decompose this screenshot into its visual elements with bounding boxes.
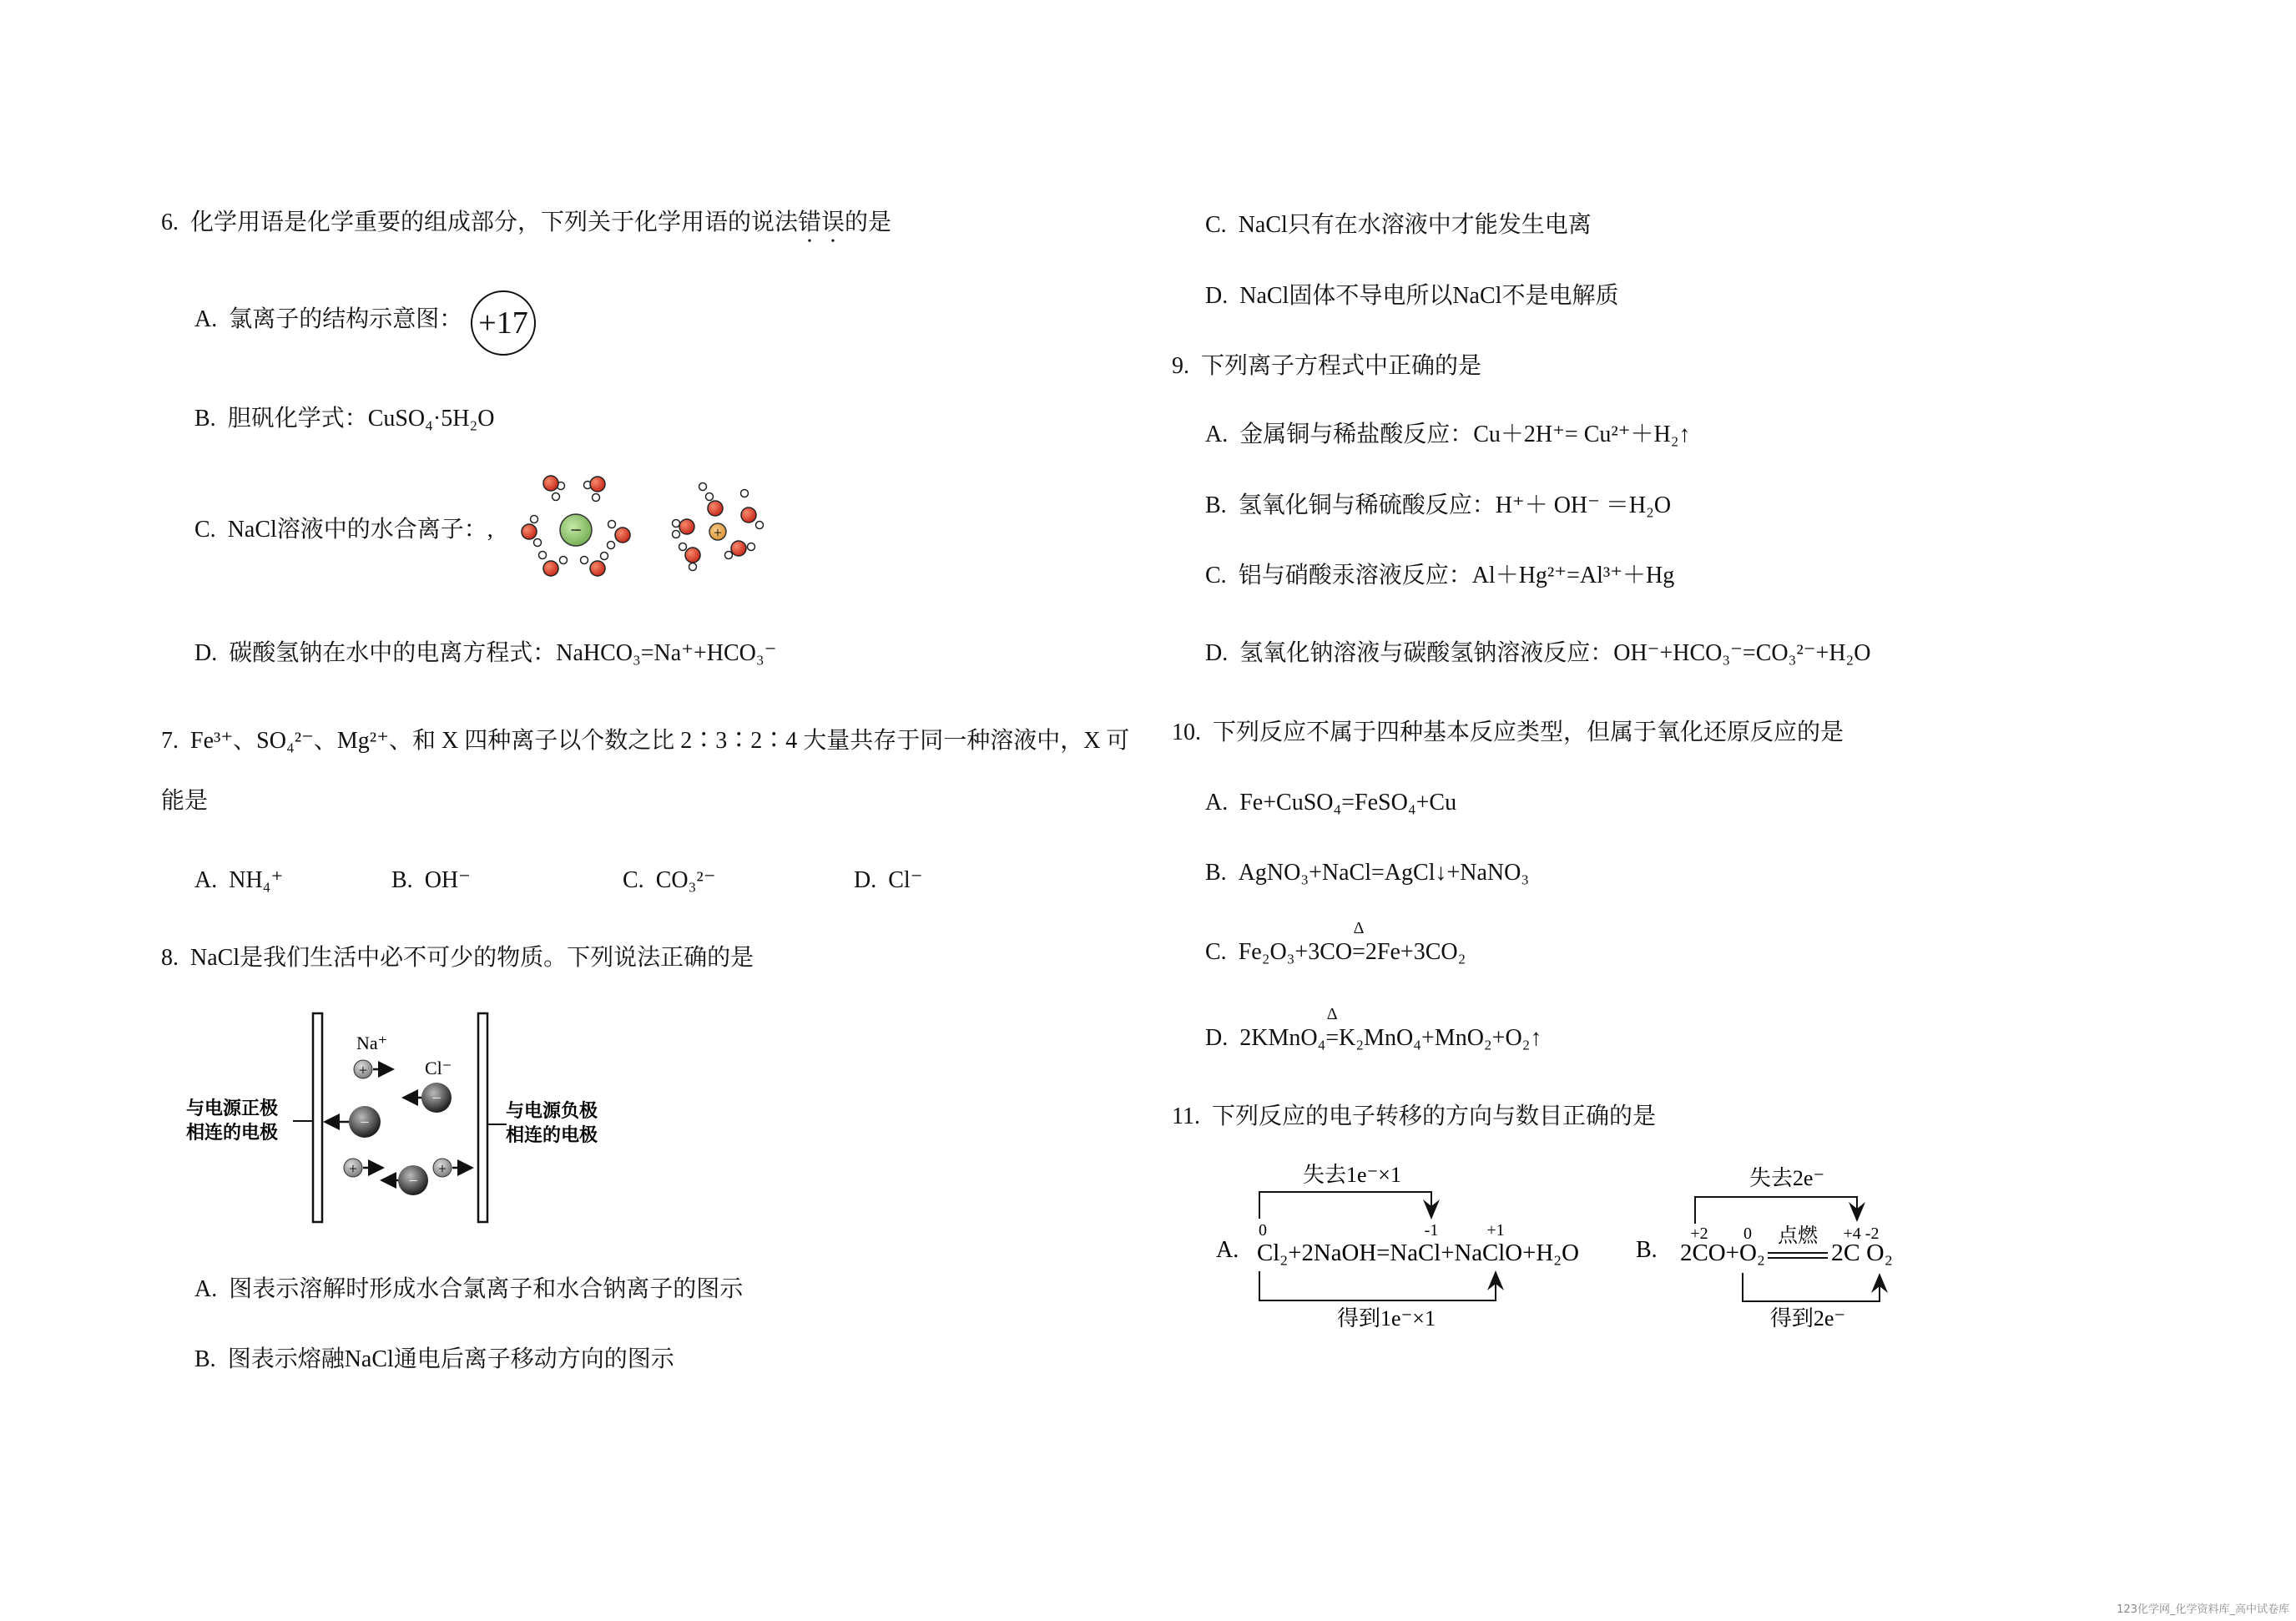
option-label: D. [1205,1025,1229,1051]
option-label: D. [194,640,218,666]
option-text: NaCl只有在水溶液中才能发生电离 [1238,212,1592,238]
option-label: A. [194,306,218,332]
option-label: B. [1205,860,1227,886]
lost-electrons-label: 失去1e⁻×1 [1303,1163,1401,1187]
stem-text: 下列反应的电子转移的方向与数目正确的是 [1211,1103,1656,1129]
option-text: Cl⁻ [888,867,923,893]
watermark-footer: 123化学网_化学资料库_高中试卷库 [2117,1603,2289,1616]
option-label: A. [1205,422,1229,447]
option-text: CO₃²⁻ [655,867,716,893]
minus-sign: − [360,1113,370,1132]
products: 2Fe+3CO₂ [1365,939,1466,965]
option-label: B. [391,867,413,893]
lost-electrons-label: 失去2e⁻ [1748,1166,1825,1190]
option-text: Fe+CuSO₄=FeSO₄+Cu [1239,790,1457,816]
oxidation-state: +1 [1486,1221,1505,1240]
question-number: 9. [1172,353,1189,379]
option-text: OH⁻ [424,867,471,893]
equals-sign: = [1325,1025,1340,1051]
reactants: 2KMnO₄ [1239,1025,1326,1051]
q9-option-d[interactable] [1205,639,1871,668]
products: 2C O₂ [1831,1240,1893,1266]
q7-option-b[interactable] [391,866,471,895]
electron-transfer-diagrams [1168,1144,1920,1344]
ions [344,1060,452,1195]
question-6-stem [161,209,891,248]
question-number: 11. [1172,1103,1200,1129]
equals-sign: = [1352,939,1365,965]
plus-sign: + [348,1160,358,1177]
products: K₂MnO₄+MnO₂+O₂↑ [1339,1025,1542,1051]
option-label: D. [1205,640,1229,666]
stem-text: 下列离子方程式中正确的是 [1201,353,1482,379]
q10-option-b[interactable] [1205,859,1529,887]
nucleus-charge: +17 [478,306,528,341]
gained-electrons-label: 得到2e⁻ [1769,1306,1846,1331]
stem-text: Fe³⁺、SO₄²⁻、Mg²⁺、和 X 四种离子以个数之比 2∶3∶2∶4 大量共存于同一种溶液中，X 可 [190,728,1130,754]
question-7-stem-cont: 能是 [161,788,209,814]
q8-option-a[interactable] [194,1275,743,1304]
option-label: A. [1205,790,1229,816]
q7-option-d[interactable] [854,866,922,895]
heat-condition: Δ [1326,1005,1338,1023]
stem-text: NaCl是我们生活中必不可少的物质。下列说法正确的是 [190,945,754,971]
q6-option-b[interactable] [194,405,494,433]
heating-equals [1352,919,1365,967]
question-number: 7. [161,728,179,754]
option-label: D. [854,867,877,893]
option-text: 氯离子的结构示意图： [229,306,463,332]
option-label: B. [194,1346,216,1372]
heat-condition: Δ [1353,919,1365,937]
equation: Cl₂+2NaOH=NaCl+NaClO+H₂O [1257,1240,1579,1266]
question-10-stem [1172,719,1844,747]
minus-sign: − [431,1089,442,1108]
heating-equals [1325,1005,1340,1053]
option-text: 铝与硝酸汞溶液反应：Al＋Hg²⁺=Al³⁺＋Hg [1238,563,1675,588]
reactants: 2CO+O₂ [1680,1240,1765,1266]
cathode-label: 与电源负极 [506,1101,598,1122]
q7-option-c[interactable] [623,866,716,895]
question-number: 6. [161,210,179,235]
emphasized-text: 错误 [798,210,845,235]
reactants: Fe₂O₃+3CO [1238,939,1353,965]
q10-option-d[interactable] [1205,1005,1542,1053]
chloride-label: Cl⁻ [425,1058,452,1078]
hydrated-ions-figure [517,472,785,588]
anode-label: 与电源正极 [186,1098,279,1119]
option-label: C. [1205,212,1227,238]
option-label: B. [1205,492,1227,518]
plus-sign: + [358,1062,368,1078]
anion-sign: − [570,520,582,542]
reaction-condition: 点燃 [1778,1225,1818,1247]
q6-option-a[interactable] [194,306,462,334]
option-label: C. [194,517,216,543]
question-number: 8. [161,945,179,971]
option-label: D. [1205,283,1229,309]
q10-option-a[interactable] [1205,789,1456,817]
gained-electrons-label: 得到1e⁻×1 [1337,1306,1436,1331]
q7-option-a[interactable] [194,866,283,895]
stem-text: 下列反应不属于四种基本反应类型，但属于氧化还原反应的是 [1213,720,1844,745]
q8-option-b[interactable] [194,1346,674,1374]
option-label: B. [194,406,216,432]
q9-option-c[interactable] [1205,562,1674,590]
option-text: 氢氧化铜与稀硫酸反应：H⁺＋ OH⁻ ＝H₂O [1238,492,1672,518]
question-11-stem [1172,1103,1656,1131]
cation-sign: + [713,524,723,541]
q6-option-c[interactable] [194,516,493,544]
option-text: NaCl固体不导电所以NaCl不是电解质 [1239,283,1619,309]
q10-option-c[interactable] [1205,919,1466,967]
question-number: 10. [1172,720,1201,745]
q9-option-a[interactable] [1205,421,1691,449]
option-text: NH₄⁺ [229,867,284,893]
electrolysis-figure [175,1002,626,1235]
option-label: B. [1636,1237,1658,1263]
q6-option-d[interactable] [194,639,776,668]
option-text: 图表示溶解时形成水合氯离子和水合钠离子的图示 [229,1276,744,1302]
cathode-plate [478,1013,487,1222]
oxidation-state: -1 [1424,1221,1439,1240]
option-label: A. [194,1276,218,1302]
question-7-stem [161,727,1129,755]
question-8-stem [161,944,754,972]
option-label: A. [1216,1237,1239,1263]
anode-label: 相连的电极 [186,1123,279,1144]
plus-sign: + [437,1160,447,1177]
option-label: A. [194,867,218,893]
sodium-label: Na⁺ [356,1033,388,1053]
option-text: AgNO₃+NaCl=AgCl↓+NaNO₃ [1238,860,1530,886]
q8-option-c[interactable] [1205,211,1592,240]
option-label: C. [1205,563,1227,588]
option-label: C. [623,867,644,893]
cathode-label: 相连的电极 [506,1125,598,1146]
option-text: 图表示熔融NaCl通电后离子移动方向的图示 [227,1346,674,1372]
stem-text: 的是 [845,210,892,235]
option-b-diagram[interactable] [1636,1166,1893,1331]
option-text: 金属铜与稀盐酸反应：Cu＋2H⁺= Cu²⁺＋H₂↑ [1239,422,1691,447]
oxidation-state: 0 [1743,1225,1752,1243]
oxidation-state: 0 [1259,1221,1267,1240]
option-label: C. [1205,939,1227,965]
oxidation-state: +2 [1690,1225,1708,1243]
anode-plate [313,1013,322,1222]
chloride-structure-diagram [471,290,536,356]
option-text: 碳酸氢钠在水中的电离方程式：NaHCO₃=Na⁺+HCO₃⁻ [229,640,777,666]
oxidation-state: +4 -2 [1843,1225,1880,1243]
stem-text: 化学用语是化学重要的组成部分，下列关于化学用语的说法 [190,210,799,235]
question-9-stem [1172,352,1481,381]
q8-option-d[interactable] [1205,282,1618,311]
option-text: NaCl溶液中的水合离子：, [227,517,493,543]
minus-sign: − [408,1172,418,1190]
q9-option-b[interactable] [1205,492,1671,520]
option-text: 胆矾化学式：CuSO₄·5H₂O [227,406,495,432]
option-a-diagram[interactable] [1216,1163,1579,1331]
option-text: 氢氧化钠溶液与碳酸氢钠溶液反应：OH⁻+HCO₃⁻=CO₃²⁻+H₂O [1239,640,1871,666]
